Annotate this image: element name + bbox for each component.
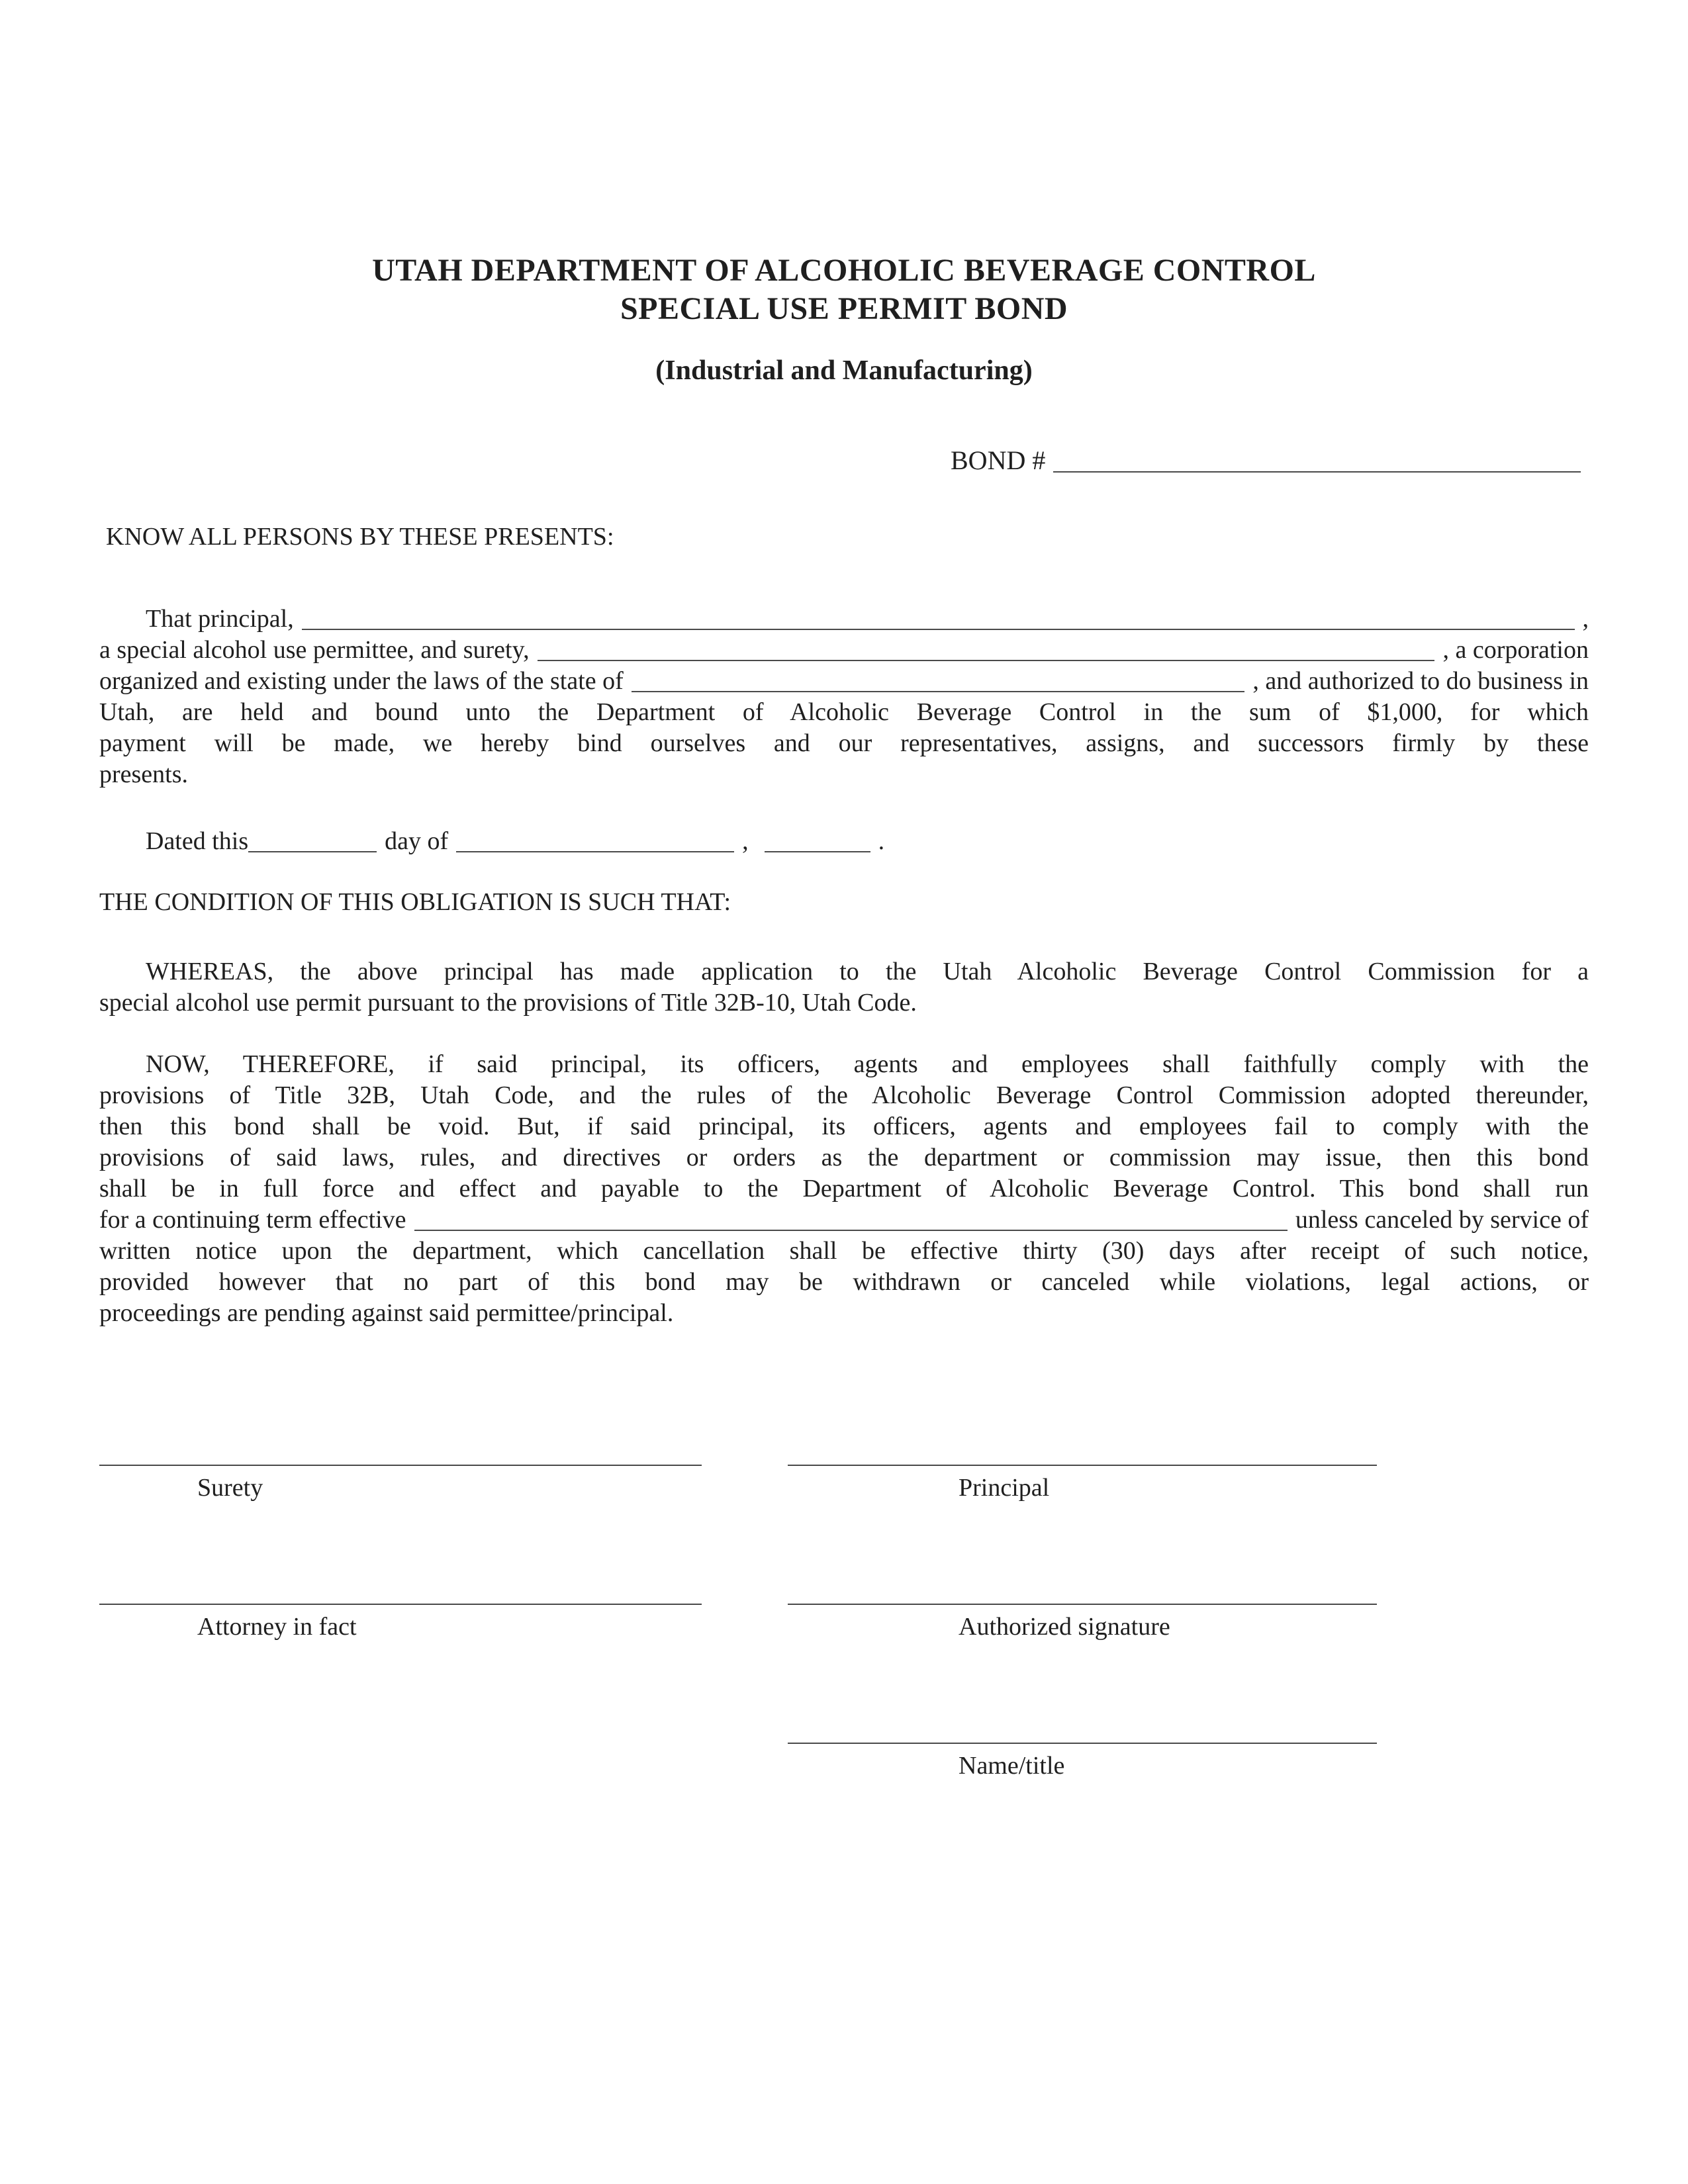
name-title-block xyxy=(788,1743,1377,1781)
name-title-label: Name/title xyxy=(959,1752,1065,1780)
year-field[interactable] xyxy=(765,850,870,852)
authorized-signature-line[interactable] xyxy=(788,1604,1377,1605)
principal-line-3 xyxy=(99,666,1589,697)
principal-paragraph xyxy=(99,604,1589,790)
dated-line xyxy=(99,826,1589,857)
whereas-line-1: WHEREAS, the above principal has made application to the Utah Alcoholic Beverage Control Commission for a xyxy=(146,958,1589,985)
signature-row3-spacer xyxy=(99,1743,702,1781)
state-field[interactable] xyxy=(632,690,1245,692)
day-field[interactable] xyxy=(248,850,377,852)
principal-signature-line[interactable] xyxy=(788,1465,1377,1466)
now-line-1: NOW, THEREFORE, if said principal, its officers, agents and employees shall faithfully comply with the xyxy=(146,1050,1589,1078)
now-line-9: proceedings are pending against said permittee/principal. xyxy=(99,1299,674,1327)
principal-label: Principal xyxy=(959,1474,1050,1502)
principal-line-1 xyxy=(99,604,1589,635)
attorney-label: Attorney in fact xyxy=(197,1613,357,1641)
surety-line-tail: , a corporation xyxy=(1442,636,1589,664)
attorney-signature-block xyxy=(99,1604,702,1642)
name-title-line[interactable] xyxy=(788,1743,1377,1744)
dated-comma: , xyxy=(742,827,749,855)
surety-name-field[interactable] xyxy=(538,659,1435,661)
signature-row-2 xyxy=(99,1604,1589,1642)
principal-line-6: presents. xyxy=(99,760,189,788)
day-of-text: day of xyxy=(385,827,449,855)
now-line-8: provided however that no part of this bond may be withdrawn or canceled while violations, legal actions, or xyxy=(99,1268,1589,1296)
now-line-5: shall be in full force and effect and payable to the Department of Alcoholic Beverage Control. This bond shall run xyxy=(99,1175,1589,1203)
signature-section xyxy=(99,1465,1589,1781)
bond-number-row xyxy=(99,444,1589,477)
form-title-line2: SPECIAL USE PERMIT BOND xyxy=(620,291,1068,326)
principal-line-4: Utah, are held and bound unto the Department of Alcoholic Beverage Control in the sum of $1,000, for which xyxy=(99,698,1589,726)
signature-row-3 xyxy=(99,1743,1589,1781)
authorized-signature-block xyxy=(788,1604,1377,1642)
effective-date-tail: unless canceled by service of xyxy=(1295,1206,1589,1234)
principal-line1-comma: , xyxy=(1582,605,1589,633)
dated-period: . xyxy=(878,827,885,855)
whereas-line-2: special alcohol use permit pursuant to the provisions of Title 32B-10, Utah Code. xyxy=(99,989,917,1017)
dated-this-text: Dated this xyxy=(146,827,249,855)
surety-line-text: a special alcohol use permittee, and surety, xyxy=(99,636,530,664)
bond-number-field[interactable] xyxy=(1053,470,1581,473)
effective-date-field[interactable] xyxy=(414,1228,1288,1231)
condition-heading: THE CONDITION OF THIS OBLIGATION IS SUCH THAT: xyxy=(99,888,731,916)
now-line-2: provisions of Title 32B, Utah Code, and the rules of the Alcoholic Beverage Control Commission adopted thereunder, xyxy=(99,1081,1589,1109)
opening-declaration: KNOW ALL PERSONS BY THESE PRESENTS: xyxy=(106,523,614,551)
now-line-3: then this bond shall be void. But, if said principal, its officers, agents and employees fail to comply with the xyxy=(99,1113,1589,1140)
principal-line-2 xyxy=(99,635,1589,666)
principal-line-5: payment will be made, we hereby bind ourselves and our representatives, assigns, and successors firmly by these xyxy=(99,729,1589,757)
principal-line1-text: That principal, xyxy=(146,605,294,633)
now-line-7: written notice upon the department, which cancellation shall be effective thirty (30) days after receipt of such notice, xyxy=(99,1237,1589,1265)
now-line-4: provisions of said laws, rules, and directives or orders as the department or commission may issue, then this bond xyxy=(99,1144,1589,1171)
principal-name-field[interactable] xyxy=(302,627,1575,630)
effective-date-text: for a continuing term effective xyxy=(99,1206,406,1234)
surety-label: Surety xyxy=(197,1474,263,1502)
state-line-tail: , and authorized to do business in xyxy=(1252,667,1589,695)
now-therefore-paragraph xyxy=(99,1049,1589,1329)
whereas-paragraph xyxy=(99,956,1589,1019)
authorized-signature-label: Authorized signature xyxy=(959,1613,1170,1641)
now-line-6 xyxy=(99,1205,1589,1236)
state-line-text: organized and existing under the laws of the state of xyxy=(99,667,624,695)
bond-number-label: BOND # xyxy=(951,445,1046,475)
signature-row-1 xyxy=(99,1465,1589,1503)
attorney-signature-line[interactable] xyxy=(99,1604,702,1605)
form-subtitle: (Industrial and Manufacturing) xyxy=(655,355,1033,386)
month-field[interactable] xyxy=(456,850,734,852)
form-title-line1: UTAH DEPARTMENT OF ALCOHOLIC BEVERAGE CONTROL xyxy=(372,253,1316,288)
principal-signature-block xyxy=(788,1465,1377,1503)
surety-signature-line[interactable] xyxy=(99,1465,702,1466)
surety-signature-block xyxy=(99,1465,702,1503)
